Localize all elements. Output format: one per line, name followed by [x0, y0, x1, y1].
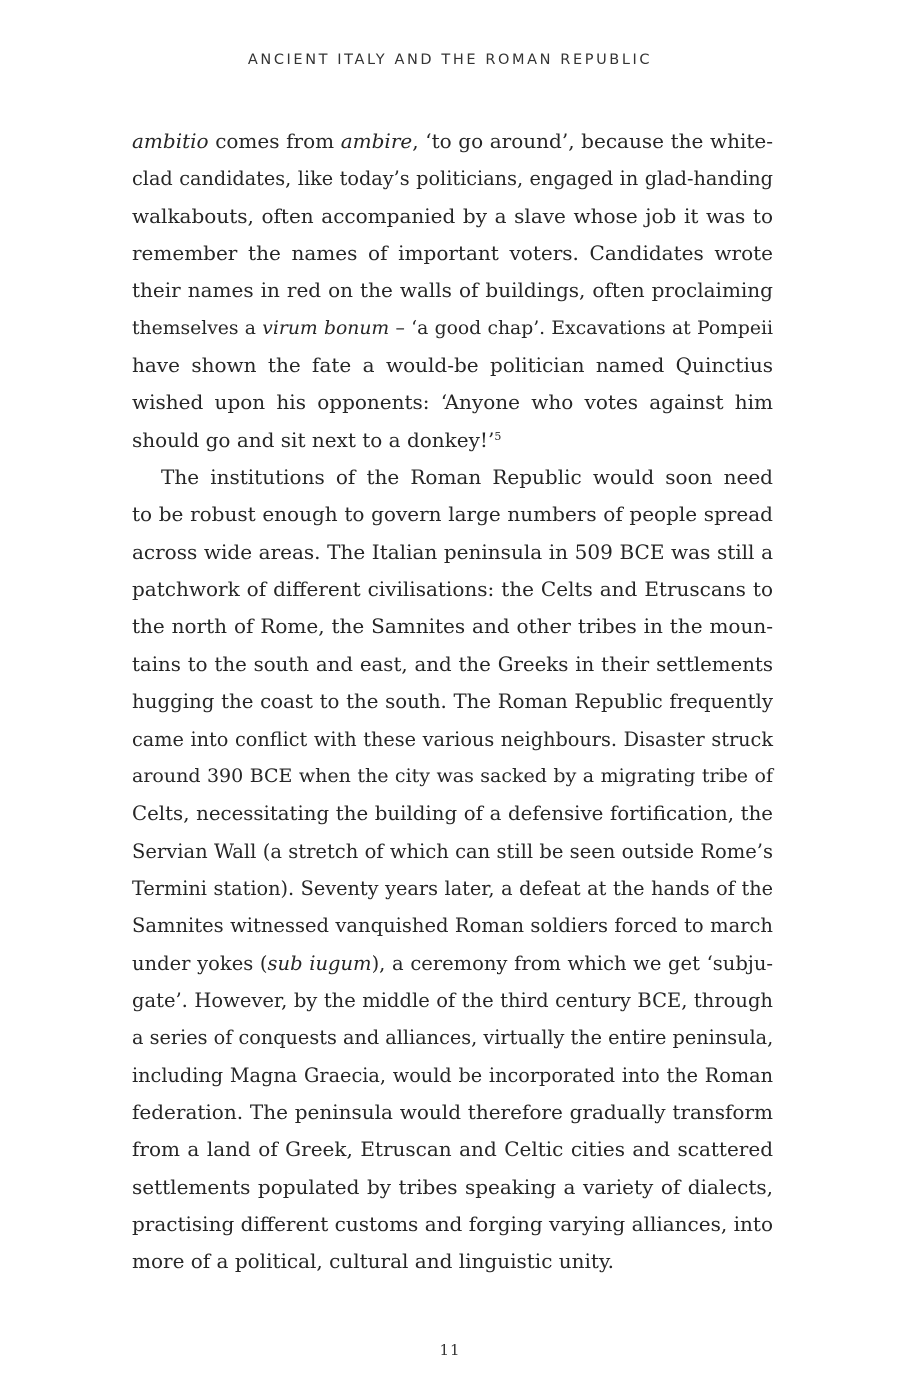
text-line: Servian Wall (a stretch of which can still be seen outside Rome’s: [132, 839, 773, 863]
italic-term: sub iugum: [267, 951, 372, 975]
text-line: The institutions of the Roman Republic would soon need: [161, 465, 773, 490]
italic-term: virum bonum: [262, 317, 390, 339]
text-line: Termini station). Seventy years later, a defeat at the hands of the: [132, 876, 773, 900]
text-line: patchwork of different civilisations: the Celts and Etruscans to: [132, 577, 773, 602]
italic-term: ambire: [340, 129, 413, 153]
running-head: ANCIENT ITALY AND THE ROMAN REPUBLIC: [247, 52, 653, 68]
text-line: practising different customs and forging varying alliances, into: [132, 1211, 773, 1236]
text-line: hugging the coast to the south. The Roman Republic frequently: [132, 690, 773, 714]
text-line: wished upon his opponents: ‘Anyone who votes against him: [132, 390, 773, 415]
text-line: across wide areas. The Italian peninsula in 509 BCE was still a: [132, 539, 773, 564]
page-number: 11: [439, 1341, 461, 1359]
footnote-marker[interactable]: 5: [494, 429, 502, 443]
text-line: Celts, necessitating the building of a defensive fortification, the: [132, 802, 773, 826]
text-line: ambitio comes from ambire, ‘to go around’, because the white-: [132, 129, 773, 153]
text-line: the north of Rome, the Samnites and other tribes in the moun-: [132, 614, 773, 639]
text-line: clad candidates, like today’s politicians, engaged in glad-handing: [132, 167, 773, 191]
text-line: around 390 BCE when the city was sacked by a migrating tribe of: [132, 764, 773, 787]
text-line: came into conflict with these various neighbours. Disaster struck: [132, 727, 773, 751]
text-line: settlements populated by tribes speaking a variety of dialects,: [132, 1174, 773, 1199]
text-line: remember the names of important voters. Candidates wrote: [132, 241, 773, 266]
text-line: including Magna Graecia, would be incorporated into the Roman: [132, 1063, 773, 1087]
paragraph-1: [132, 123, 773, 459]
text-line: a series of conquests and alliances, virtually the entire peninsula,: [132, 1026, 774, 1050]
text-line: federation. The peninsula would therefore gradually transform: [132, 1099, 773, 1124]
text-line: to be robust enough to govern large numbers of people spread: [132, 502, 773, 527]
text-line: tains to the south and east, and the Greeks in their settlements: [132, 652, 773, 676]
text-line: walkabouts, often accompanied by a slave whose job it was to: [132, 203, 773, 228]
text-line: their names in red on the walls of buildings, often proclaiming: [132, 278, 773, 303]
italic-term: ambitio: [132, 129, 209, 153]
body-text: [132, 123, 773, 1281]
text-line: under yokes (sub iugum), a ceremony from which we get ‘subju-: [132, 951, 774, 975]
text-line: themselves a virum bonum – ‘a good chap’. Excavations at Pompeii: [132, 317, 773, 339]
paragraph-2: [132, 459, 773, 1281]
text-line: from a land of Greek, Etruscan and Celtic cities and scattered: [132, 1137, 773, 1162]
text-line: more of a political, cultural and linguistic unity.: [132, 1249, 614, 1274]
text-line: should go and sit next to a donkey!’$^5$: [132, 427, 502, 452]
text-line: Samnites witnessed vanquished Roman soldiers forced to march: [132, 914, 773, 938]
text-line: gate’. However, by the middle of the third century BCE, through: [132, 988, 773, 1012]
text-line: have shown the fate a would-be politician named Quinctius: [132, 353, 773, 378]
